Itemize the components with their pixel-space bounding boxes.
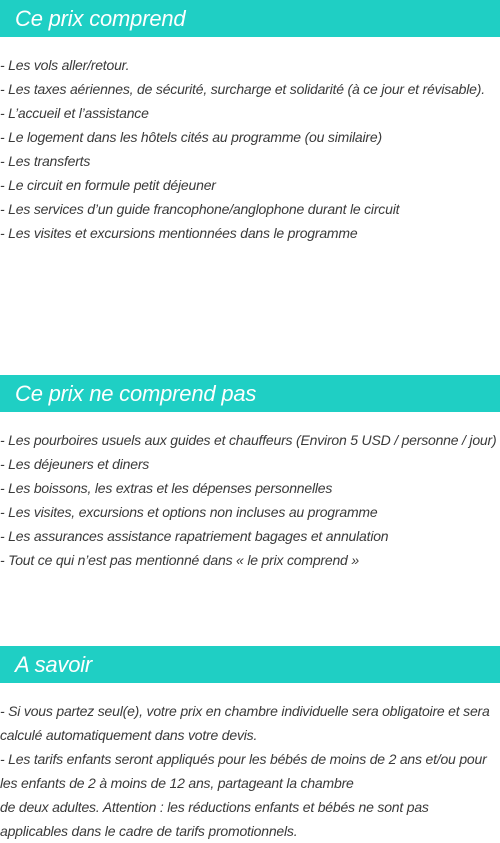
list-item: - L’accueil et l’assistance bbox=[0, 105, 149, 121]
section-title-to-know: A savoir bbox=[15, 652, 93, 677]
list-item: - Les tarifs enfants seront appliqués pour les bébés de moins de 2 ans et/ou pour les enfants de 2 à moins de 12 ans, partageant la chambre bbox=[0, 751, 487, 791]
list-item: - Les déjeuners et diners bbox=[0, 456, 150, 472]
list-item: - Les vols aller/retour. bbox=[0, 57, 130, 73]
section-title-included: Ce prix comprend bbox=[15, 6, 186, 31]
section-header-included bbox=[0, 0, 500, 37]
list-item: - Le circuit en formule petit déjeuner bbox=[0, 177, 216, 193]
list-item: - Les visites, excursions et options non incluses au programme bbox=[0, 504, 378, 520]
list-item: - Les services d’un guide francophone/anglophone durant le circuit bbox=[0, 201, 400, 217]
list-item: - Les taxes aériennes, de sécurité, surcharge et solidarité (à ce jour et révisable). bbox=[0, 81, 485, 97]
list-item: - Si vous partez seul(e), votre prix en chambre individuelle sera obligatoire et sera calculé automatiquement dans votre devis. bbox=[0, 703, 490, 743]
list-item: de deux adultes. Attention : les réductions enfants et bébés ne sont pas applicables dans le cadre de tarifs promotionnels. bbox=[0, 799, 429, 839]
list-item: - Tout ce qui n’est pas mentionné dans « le prix comprend » bbox=[0, 552, 359, 568]
included-list bbox=[0, 53, 500, 245]
list-item: - Les boissons, les extras et les dépenses personnelles bbox=[0, 480, 333, 496]
list-item: - Les visites et excursions mentionnées dans le programme bbox=[0, 225, 358, 241]
not-included-list bbox=[0, 428, 500, 572]
list-item: - Les pourboires usuels aux guides et chauffeurs (Environ 5 USD / personne / jour) bbox=[0, 432, 497, 448]
list-item: - Le logement dans les hôtels cités au programme (ou similaire) bbox=[0, 129, 382, 145]
section-header-to-know bbox=[0, 646, 500, 683]
list-item: - Les transferts bbox=[0, 153, 91, 169]
list-item: - Les assurances assistance rapatriement bagages et annulation bbox=[0, 528, 389, 544]
section-header-not-included bbox=[0, 375, 500, 412]
section-title-not-included: Ce prix ne comprend pas bbox=[15, 381, 257, 406]
to-know-list bbox=[0, 699, 500, 843]
